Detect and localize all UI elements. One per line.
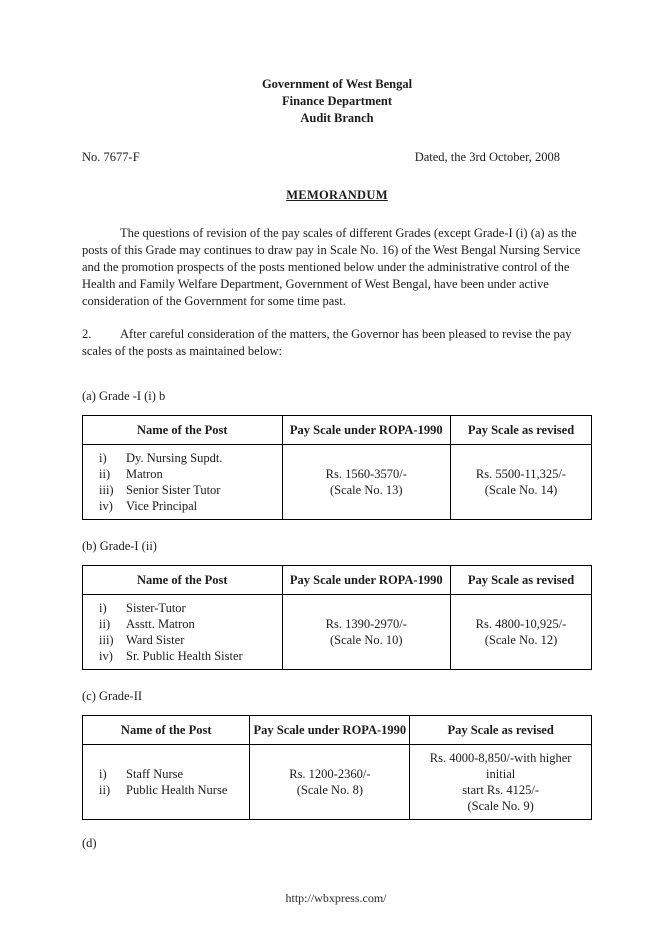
post-item: iv) Vice Principal xyxy=(99,499,198,513)
column-header-post-name: Name of the Post xyxy=(83,416,283,445)
table-header-row xyxy=(83,416,592,445)
column-header-post-name: Name of the Post xyxy=(83,566,283,595)
section-c-label: (c) Grade-II xyxy=(82,689,143,703)
post-item: iii) Senior Sister Tutor xyxy=(99,483,221,497)
table-header-row xyxy=(83,566,592,595)
posts-cell xyxy=(83,445,283,520)
section-a-label: (a) Grade -I (i) b xyxy=(82,389,166,403)
table-row xyxy=(83,595,592,670)
post-item: ii) Asstt. Matron xyxy=(99,617,195,631)
column-header-revised-scale: Pay Scale as revised xyxy=(410,716,592,745)
pay-scale-table-grade-1ib xyxy=(82,415,592,520)
column-header-revised-scale: Pay Scale as revised xyxy=(450,566,591,595)
post-item: i) Staff Nurse xyxy=(99,767,184,781)
document-header xyxy=(82,76,592,127)
paragraph-1: The questions of revision of the pay scales of different Grades (except Grade-I (i) (a) as the posts of this Grade may continues to draw pay in Scale No. 16) of the West Bengal Nursing Service and the promotion prospects of the posts mentioned below under the administrative control of the Health and Family Welfare Department, Government of West Bengal, have been under active consideration of the Government for some time past. xyxy=(82,226,581,308)
column-header-ropa-scale: Pay Scale under ROPA-1990 xyxy=(250,716,410,745)
section-b-label: (b) Grade-I (ii) xyxy=(82,539,157,553)
post-item: ii) Matron xyxy=(99,467,163,481)
memo-title xyxy=(82,187,592,204)
footer-url: http://wbxpress.com/ xyxy=(285,891,387,905)
ropa-scale-cell: Rs. 1560-3570/- (Scale No. 13) xyxy=(282,445,450,520)
post-item: i) Dy. Nursing Supdt. xyxy=(99,451,223,465)
post-item: ii) Public Health Nurse xyxy=(99,783,228,797)
paragraph-2-text: After careful consideration of the matters, the Governor has been pleased to revise the pay scales of the posts as maintained below: xyxy=(82,327,572,358)
column-header-revised-scale: Pay Scale as revised xyxy=(450,416,591,445)
paragraph-2-number: 2. xyxy=(82,327,92,341)
table-row xyxy=(83,445,592,520)
reference-row xyxy=(82,149,592,166)
column-header-post-name: Name of the Post xyxy=(83,716,250,745)
revised-scale-cell: Rs. 4000-8,850/-with higher initial start Rs. 4125/- (Scale No. 9) xyxy=(410,745,592,820)
branch-name: Audit Branch xyxy=(300,111,374,125)
posts-cell xyxy=(83,595,283,670)
department-name: Finance Department xyxy=(281,94,393,108)
ropa-scale-cell: Rs. 1200-2360/- (Scale No. 8) xyxy=(250,745,410,820)
post-item: i) Sister-Tutor xyxy=(99,601,186,615)
posts-cell xyxy=(83,745,250,820)
reference-number: No. 7677-F xyxy=(82,150,140,164)
post-item: iv) Sr. Public Health Sister xyxy=(99,649,243,663)
ropa-scale-cell: Rs. 1390-2970/- (Scale No. 10) xyxy=(282,595,450,670)
column-header-ropa-scale: Pay Scale under ROPA-1990 xyxy=(282,416,450,445)
pay-scale-table-grade-2 xyxy=(82,715,592,820)
org-name: Government of West Bengal xyxy=(261,77,413,91)
paragraph-2 xyxy=(82,326,592,360)
memo-title-text: MEMORANDUM xyxy=(286,188,388,202)
revised-scale-cell: Rs. 4800-10,925/- (Scale No. 12) xyxy=(450,595,591,670)
document-date: Dated, the 3rd October, 2008 xyxy=(414,150,560,164)
section-d-label: (d) xyxy=(82,836,97,850)
pay-scale-table-grade-1ii xyxy=(82,565,592,670)
column-header-ropa-scale: Pay Scale under ROPA-1990 xyxy=(282,566,450,595)
revised-scale-cell: Rs. 5500-11,325/- (Scale No. 14) xyxy=(450,445,591,520)
table-row xyxy=(83,745,592,820)
post-item: iii) Ward Sister xyxy=(99,633,185,647)
table-header-row xyxy=(83,716,592,745)
